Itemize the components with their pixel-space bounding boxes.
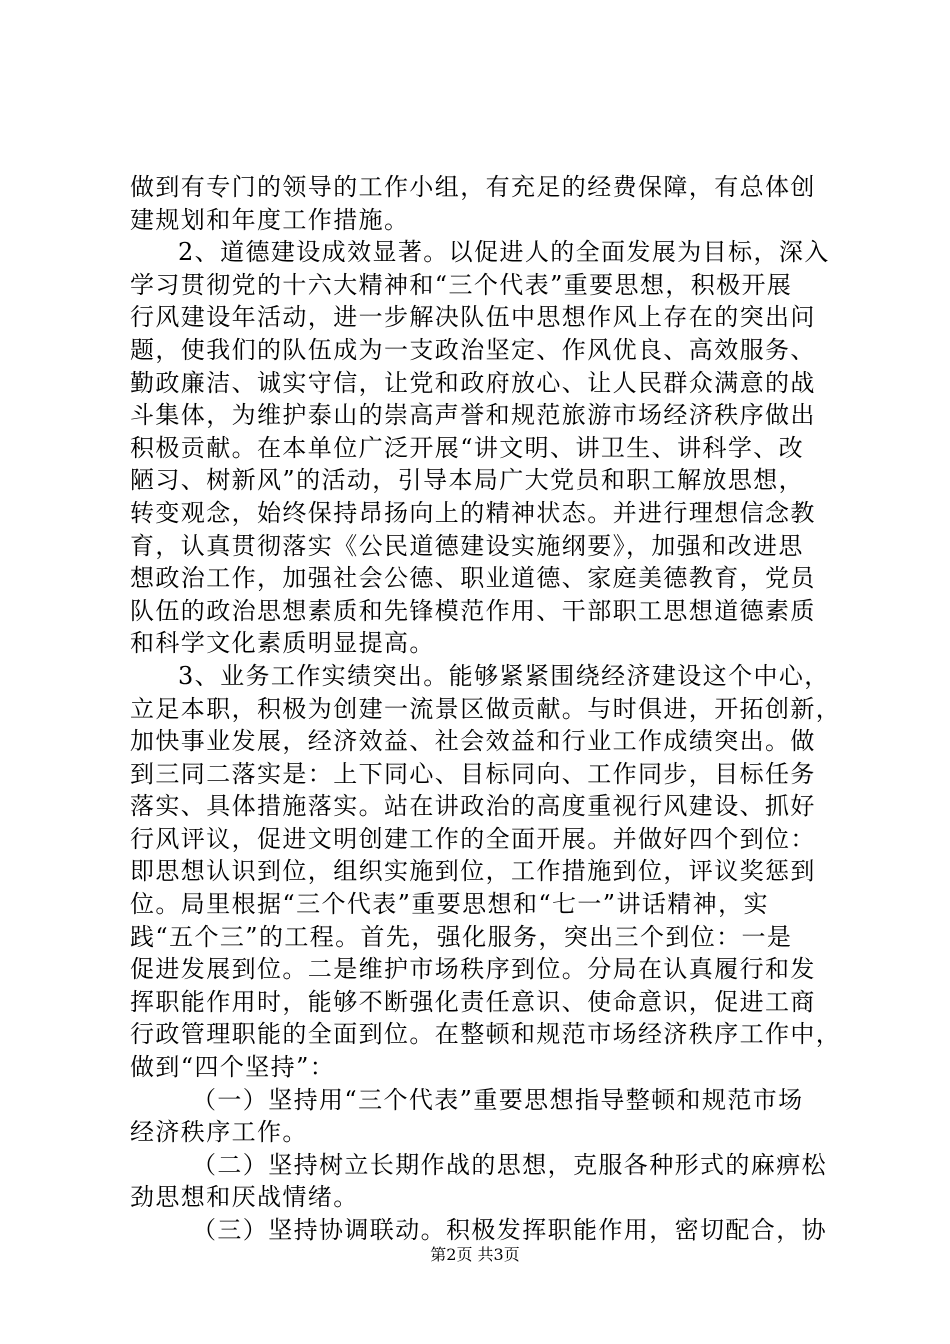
page-number-label: 第2页 共3页: [430, 1245, 520, 1264]
text-line: 经济秩序工作。: [130, 1118, 308, 1147]
text-line: 和科学文化素质明显提高。: [130, 629, 435, 658]
text-line: 劲思想和厌战情绪。: [130, 1183, 359, 1212]
text-line: 做到“四个坚持”：: [130, 1053, 336, 1082]
text-line: 行政管理职能的全面到位。在整顿和规范市场经济秩序工作中，: [130, 1020, 842, 1049]
text-line: 陋习、树新风”的活动，引导本局广大党员和职工解放思想，: [130, 466, 805, 495]
text-line: 斗集体，为维护泰山的崇高声誉和规范旅游市场经济秩序做出: [130, 401, 816, 430]
text-line: 育，认真贯彻落实《公民道德建设实施纲要》，加强和改进思: [130, 531, 804, 560]
text-line: 积极贡献。在本单位广泛开展“讲文明、讲卫生、讲科学、改: [130, 433, 805, 462]
text-line: 队伍的政治思想素质和先锋模范作用、干部职工思想道德素质: [130, 596, 816, 625]
text-line: 促进发展到位。二是维护市场秩序到位。分局在认真履行和发: [130, 955, 816, 984]
text-line: 位。局里根据“三个代表”重要思想和“七一”讲话精神，实: [130, 890, 769, 919]
paragraph-start-line: 2、道德建设成效显著。以促进人的全面发展为目标，深入: [178, 238, 830, 267]
text-line: 行风建设年活动，进一步解决队伍中思想作风上存在的突出问: [130, 303, 816, 332]
text-line: 即思想认识到位，组织实施到位，工作措施到位，评议奖惩到: [130, 857, 816, 886]
text-line: 做到有专门的领导的工作小组，有充足的经费保障，有总体创: [130, 173, 816, 201]
document-body: [130, 171, 842, 1247]
text-line: 到三同二落实是：上下同心、目标同向、工作同步，目标任务: [130, 759, 816, 788]
text-line: 想政治工作，加强社会公德、职业道德、家庭美德教育，党员: [130, 564, 816, 593]
text-line: 学习贯彻党的十六大精神和“三个代表”重要思想，积极开展: [130, 270, 793, 299]
page-footer: [0, 1244, 950, 1266]
text-line: 转变观念，始终保持昂扬向上的精神状态。并进行理想信念教: [130, 498, 816, 527]
text-line: 勤政廉洁、诚实守信，让党和政府放心、让人民群众满意的战: [130, 368, 816, 397]
text-line: 建规划和年度工作措施。: [130, 205, 410, 234]
text-line: 践“五个三”的工程。首先，强化服务，突出三个到位：一是: [130, 922, 793, 951]
list-item-line: （一）坚持用“三个代表”重要思想指导整顿和规范市场: [192, 1085, 804, 1114]
text-line: 落实、具体措施落实。站在讲政治的高度重视行风建设、抓好: [130, 792, 816, 821]
text-line: 题，使我们的队伍成为一支政治坚定、作风优良、高效服务、: [130, 335, 816, 364]
text-line: 行风评议，促进文明创建工作的全面开展。并做好四个到位：: [130, 824, 816, 853]
text-line: 加快事业发展，经济效益、社会效益和行业工作成绩突出。做: [130, 727, 816, 756]
list-item-line: （三）坚持协调联动。积极发挥职能作用，密切配合，协: [192, 1216, 827, 1244]
text-line: 立足本职，积极为创建一流景区做贡献。与时俱进，开拓创新，: [130, 694, 842, 723]
text-line: 挥职能作用时，能够不断强化责任意识、使命意识，促进工商: [130, 987, 816, 1016]
list-item-line: （二）坚持树立长期作战的思想，克服各种形式的麻痹松: [192, 1150, 827, 1179]
paragraph-start-line: 3、业务工作实绩突出。能够紧紧围绕经济建设这个中心，: [178, 661, 830, 690]
